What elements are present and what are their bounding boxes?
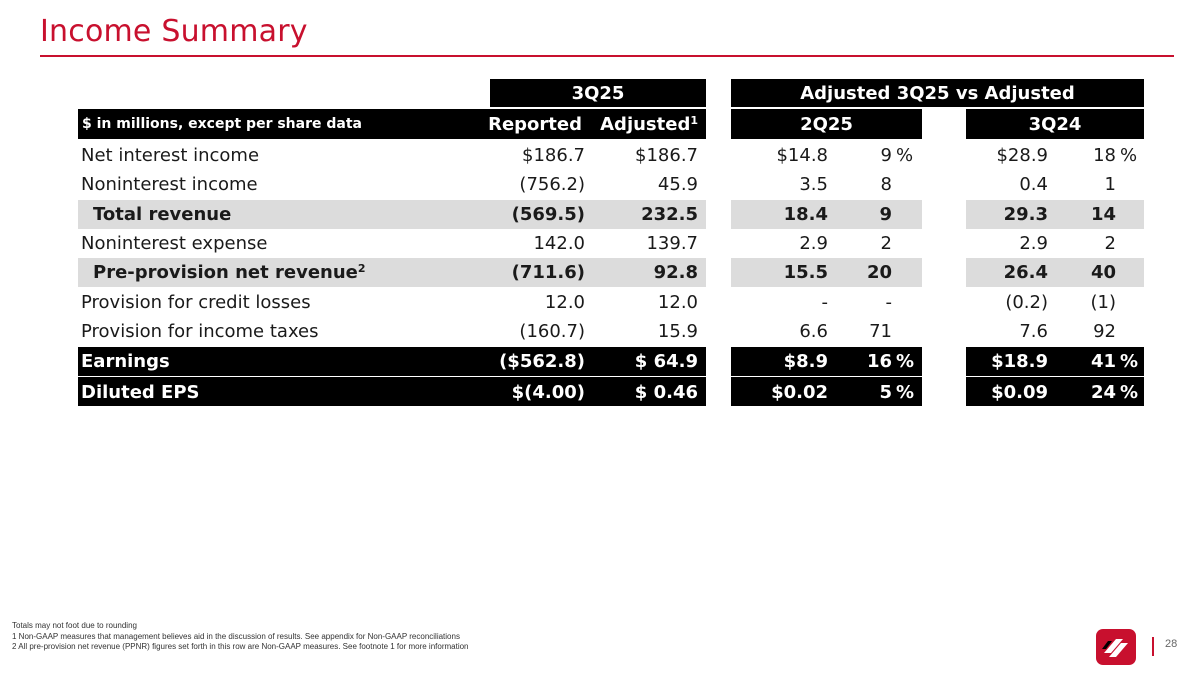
cell-vs3q-pct: (1) bbox=[1090, 291, 1116, 313]
cell-adjusted: 139.7 bbox=[646, 233, 698, 255]
cell-vs3q-pct-sym bbox=[1120, 200, 1144, 229]
cell-vs3q-amt: (0.2) bbox=[1005, 291, 1048, 313]
row-label-text: Net interest income bbox=[81, 145, 260, 167]
cell-vs3q-amt: 0.4 bbox=[1019, 174, 1048, 196]
footnotes bbox=[12, 621, 469, 653]
income-summary-table bbox=[78, 79, 1144, 407]
cell-vs3q-pct-sym: % bbox=[1120, 381, 1139, 403]
cell-adjusted: $ 64.9 bbox=[634, 351, 698, 373]
cell-vs2q-pct-sym bbox=[896, 258, 922, 287]
table-row bbox=[78, 347, 1144, 376]
cell-vs2q-pct-sym: % bbox=[896, 381, 915, 403]
row-label bbox=[93, 200, 231, 229]
cell-vs3q-pct-sym bbox=[1120, 258, 1144, 287]
cell-vs2q-pct: 2 bbox=[880, 233, 892, 255]
row-label bbox=[81, 170, 258, 199]
table-row bbox=[78, 200, 1144, 229]
column-header-3q24: 3Q24 bbox=[1028, 113, 1082, 135]
cell-vs2q-pct-sym bbox=[896, 200, 922, 229]
table-row bbox=[78, 377, 1144, 406]
cell-vs3q-amt: 7.6 bbox=[1019, 320, 1048, 342]
cell-adjusted: 92.8 bbox=[653, 262, 698, 284]
cell-vs3q-amt: $28.9 bbox=[996, 145, 1048, 167]
cell-adjusted: 45.9 bbox=[657, 174, 698, 196]
units-label: $ in millions, except per share data bbox=[82, 116, 362, 132]
table-body bbox=[78, 141, 1144, 407]
column-header-2q25: 2Q25 bbox=[800, 113, 853, 135]
row-label-text: Earnings bbox=[81, 351, 170, 373]
cell-vs3q-amt: 29.3 bbox=[1003, 203, 1048, 225]
cell-vs2q-amt: - bbox=[821, 291, 828, 313]
footnote-1: 1 Non-GAAP measures that management believes aid in the discussion of results. See appendix for Non-GAAP reconciliations bbox=[12, 631, 460, 641]
page-title: Income Summary bbox=[40, 14, 308, 49]
cell-vs2q-amt: 18.4 bbox=[783, 203, 828, 225]
cell-reported: (711.6) bbox=[511, 262, 585, 284]
cell-vs2q-pct-sym: % bbox=[896, 145, 914, 167]
table-row bbox=[78, 317, 1144, 346]
group-header-comparison: Adjusted 3Q25 vs Adjusted bbox=[800, 82, 1075, 104]
row-label-text: Noninterest income bbox=[81, 174, 258, 196]
row-label-text: Provision for credit losses bbox=[81, 291, 311, 313]
group-header-row bbox=[78, 79, 1144, 108]
cell-vs3q-pct-sym bbox=[1120, 287, 1144, 316]
cell-vs3q-pct: 24 bbox=[1090, 381, 1116, 403]
cell-adjusted: 232.5 bbox=[641, 203, 698, 225]
group-header-current: 3Q25 bbox=[571, 82, 625, 104]
row-label-text: Diluted EPS bbox=[81, 381, 200, 403]
cell-vs3q-pct-sym bbox=[1120, 317, 1144, 346]
cell-vs2q-pct: 8 bbox=[880, 174, 892, 196]
table-row bbox=[78, 229, 1144, 258]
cell-vs2q-amt: 6.6 bbox=[799, 320, 828, 342]
cell-adjusted: $186.7 bbox=[635, 145, 698, 167]
cell-vs2q-pct: 71 bbox=[869, 320, 892, 342]
row-label bbox=[81, 141, 259, 170]
cell-vs2q-pct-sym bbox=[896, 287, 922, 316]
cell-adjusted: 12.0 bbox=[657, 291, 698, 313]
cell-vs3q-pct-sym bbox=[1120, 170, 1144, 199]
table-row bbox=[78, 170, 1144, 199]
cell-vs2q-amt: 15.5 bbox=[783, 262, 828, 284]
row-label bbox=[81, 287, 311, 316]
cell-reported: (756.2) bbox=[519, 174, 585, 196]
row-label bbox=[81, 377, 200, 406]
title-divider bbox=[40, 55, 1174, 57]
page-number: 28 bbox=[1165, 638, 1178, 650]
cell-reported: (160.7) bbox=[519, 320, 585, 342]
cell-vs2q-pct: - bbox=[885, 291, 892, 313]
cell-vs2q-pct-sym bbox=[896, 229, 922, 258]
cell-vs2q-pct: 9 bbox=[879, 203, 892, 225]
cell-vs2q-amt: $0.02 bbox=[771, 381, 828, 403]
cell-vs3q-pct: 1 bbox=[1104, 174, 1116, 196]
column-header-adjusted-text: Adjusted bbox=[600, 113, 691, 135]
column-header-adjusted bbox=[598, 109, 698, 139]
row-label bbox=[81, 347, 170, 376]
cell-vs3q-pct-sym: % bbox=[1120, 145, 1138, 167]
footnote-rounding: Totals may not foot due to rounding bbox=[12, 621, 137, 630]
row-label-text: Pre-provision net revenue bbox=[93, 262, 358, 284]
footnote-2: 2 All pre-provision net revenue (PPNR) figures set forth in this row are Non-GAAP measures. See footnote 1 for more information bbox=[12, 642, 469, 651]
cell-vs3q-amt: $18.9 bbox=[991, 351, 1048, 373]
column-header-reported: Reported bbox=[488, 113, 582, 135]
brand-logo-icon bbox=[1096, 629, 1136, 665]
cell-vs2q-pct-sym bbox=[896, 170, 922, 199]
cell-vs2q-amt: 3.5 bbox=[799, 174, 828, 196]
cell-vs2q-amt: 2.9 bbox=[799, 233, 828, 255]
cell-reported: $186.7 bbox=[522, 145, 585, 167]
row-label-footnote: 2 bbox=[357, 262, 366, 276]
cell-vs2q-amt: $8.9 bbox=[783, 351, 828, 373]
cell-vs3q-amt: $0.09 bbox=[991, 381, 1048, 403]
cell-vs3q-pct: 92 bbox=[1093, 320, 1116, 342]
brand-logo-glyph bbox=[1096, 629, 1136, 665]
table-row bbox=[78, 287, 1144, 316]
row-label-text: Noninterest expense bbox=[81, 233, 268, 255]
cell-reported: (569.5) bbox=[511, 203, 585, 225]
cell-reported: 12.0 bbox=[544, 291, 585, 313]
cell-vs2q-amt: $14.8 bbox=[776, 145, 828, 167]
cell-reported: 142.0 bbox=[533, 233, 585, 255]
cell-vs3q-pct: 14 bbox=[1090, 203, 1116, 225]
cell-reported: ($562.8) bbox=[499, 351, 585, 373]
cell-adjusted: 15.9 bbox=[657, 320, 698, 342]
row-label-text: Provision for income taxes bbox=[81, 320, 319, 342]
cell-vs2q-pct: 16 bbox=[866, 351, 892, 373]
row-label-text: Total revenue bbox=[93, 203, 232, 225]
cell-vs2q-pct: 20 bbox=[866, 262, 892, 284]
cell-vs2q-pct: 5 bbox=[879, 381, 892, 403]
table-row bbox=[78, 258, 1144, 287]
cell-vs3q-amt: 2.9 bbox=[1019, 233, 1048, 255]
cell-vs3q-pct: 18 bbox=[1093, 145, 1116, 167]
column-header-row bbox=[78, 109, 1144, 140]
cell-reported: $(4.00) bbox=[511, 381, 585, 403]
cell-vs2q-pct-sym bbox=[896, 317, 922, 346]
logo-divider bbox=[1152, 637, 1154, 656]
cell-adjusted: $ 0.46 bbox=[634, 381, 698, 403]
cell-vs3q-pct: 41 bbox=[1090, 351, 1116, 373]
column-header-adjusted-footnote: 1 bbox=[690, 113, 698, 127]
cell-vs2q-pct-sym: % bbox=[896, 351, 915, 373]
cell-vs3q-pct: 40 bbox=[1090, 262, 1116, 284]
table-row bbox=[78, 141, 1144, 170]
cell-vs3q-pct-sym: % bbox=[1120, 351, 1139, 373]
cell-vs3q-pct: 2 bbox=[1104, 233, 1116, 255]
row-label bbox=[93, 258, 366, 287]
cell-vs2q-pct: 9 bbox=[880, 145, 892, 167]
row-label bbox=[81, 317, 319, 346]
cell-vs3q-amt: 26.4 bbox=[1003, 262, 1048, 284]
cell-vs3q-pct-sym bbox=[1120, 229, 1144, 258]
row-label bbox=[81, 229, 267, 258]
